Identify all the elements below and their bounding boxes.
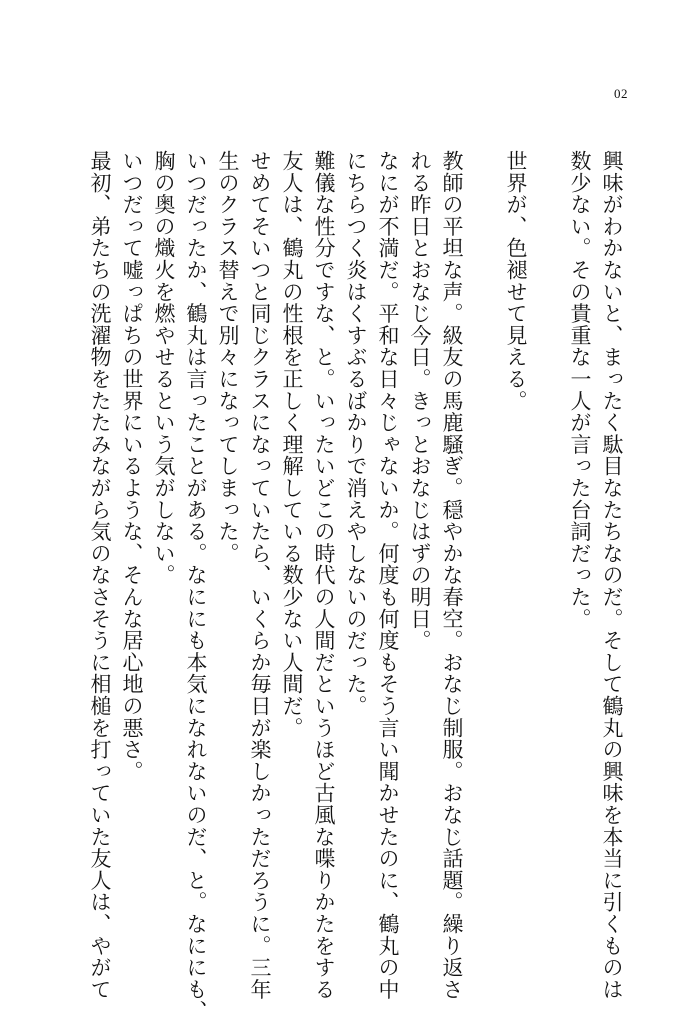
text-line: いつだって嘘っぱちの世界にいるような、そんな居心地の悪さ。: [120, 150, 144, 783]
text-line: 難儀な性分ですな、と。いったいどこの時代の人間だというほど古風な喋りかたをする: [312, 150, 336, 1001]
text-line: 世界が、色褪せて見える。: [504, 150, 528, 412]
text-line: 生のクラス替えで別々になってしまった。: [216, 150, 240, 565]
text-line: 教師の平坦な声。級友の馬鹿騒ぎ。穏やかな春空。おなじ制服。おなじ話題。繰り返さ: [440, 150, 464, 1001]
text-line: 胸の奥の熾火を燃やせるという気がしない。: [152, 150, 176, 586]
text-line: れる昨日とおなじ今日。きっとおなじはずの明日。: [408, 150, 432, 652]
text-line: せめてそいつと同じクラスになっていたら、いくらか毎日が楽しかっただろうに。三年: [248, 150, 272, 1001]
page-number: 02: [614, 86, 628, 101]
text-line: 興味がわかないと、まったく駄目なたちなのだ。そして鶴丸の興味を本当に引くものは: [600, 150, 624, 1001]
text-line: なにが不満だ。平和な日々じゃないか。何度も何度もそう言い聞かせたのに、鶴丸の中: [376, 150, 400, 1001]
text-line: 友人は、鶴丸の性根を正しく理解している数少ない人間だ。: [280, 150, 304, 739]
text-line: いつだったか、鶴丸は言ったことがある。なににも本気になれないのだ、と。なににも、: [184, 150, 208, 1022]
text-line: 最初、弟たちの洗濯物をたたみながら気のなさそうに相槌を打っていた友人は、やがて: [88, 150, 112, 1001]
text-line: 数少ない。その貴重な一人が言った台詞だった。: [568, 150, 592, 630]
body-text: [68, 150, 628, 1022]
text-line: にちらつく炎はくすぶるばかりで消えやしないのだった。: [344, 150, 368, 717]
